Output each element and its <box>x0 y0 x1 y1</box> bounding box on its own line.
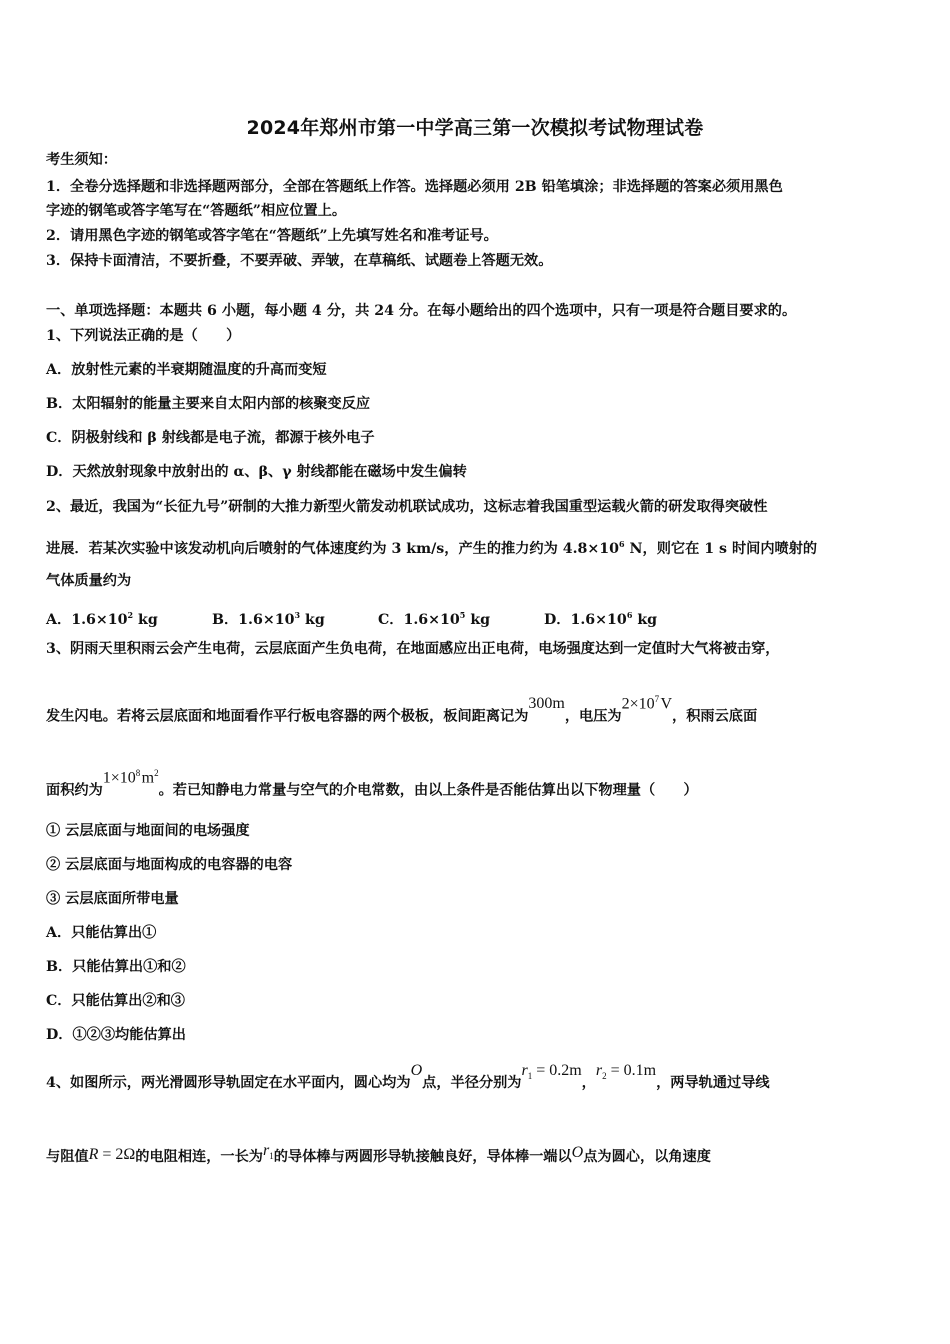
q1-option-b: B．太阳辐射的能量主要来自太阳内部的核聚变反应 <box>46 396 371 412</box>
page-title: 2024年郑州市第一中学高三第一次模拟考试物理试卷 <box>246 117 704 139</box>
notice-item-3: 3．保持卡面清洁，不要折叠，不要弄破、弄皱，在草稿纸、试题卷上答题无效。 <box>46 253 553 269</box>
q2-option-b: B．$1.6\times 10^3$ kg <box>212 610 325 628</box>
q3-stem-line2: 发生闪电。若将云层底面和地面看作平行板电容器的两个极板，板间距离记为300m，电压为$2\times 10^7$ V，积雨云底面 <box>46 701 916 726</box>
q2-stem-line3: 气体质量约为 <box>46 573 132 589</box>
q1-option-a: A．放射性元素的半衰期随温度的升高而变短 <box>46 362 327 378</box>
q3-option-b: B．只能估算出①和② <box>46 959 186 975</box>
q2-option-d: D．$1.6\times 10^6$ kg <box>544 610 658 628</box>
q2-text-a: 进展．若某次实验中该发动机向后喷射的气体速度约为 3 km/s，产生的推力约为 4.8×10 <box>46 541 620 557</box>
q3-distance-value: 300m <box>528 695 565 713</box>
q4-resistance-value: R = 2Ω <box>88 1146 136 1163</box>
q2-stem-line1: 2、最近，我国为“长征九号”研制的大推力新型火箭发动机联试成功，这标志着我国重型运载火箭的研发取得突破性 <box>46 499 768 515</box>
q3-item-1: ① 云层底面与地面间的电场强度 <box>46 823 250 839</box>
q1-option-c: C．阴极射线和 β 射线都是电子流，都源于核外电子 <box>46 430 375 446</box>
q3-stem-line3: 面积约为$1\times 10^8$ $m^2$。若已知静电力常量与空气的介电常数，由以上条件是否能估算出以下物理量（ ） <box>46 775 916 800</box>
q2-text-b: N，则它在 1 s 时间内喷射的 <box>624 541 818 557</box>
q4-stem-line2: 与阻值R = 2Ω的电阻相连，一长为$r_1$的导体棒与两圆形导轨接触良好，导体棒一端以O点为圆心，以角速度 <box>46 1142 711 1165</box>
q2-option-c: C．$1.6\times 10^5$ kg <box>378 610 491 628</box>
q4-r1-value: $r_1 = 0.2m$ <box>521 1062 582 1082</box>
q1-option-d: D．天然放射现象中放射出的 α、β、γ 射线都能在磁场中发生偏转 <box>46 464 467 480</box>
q1-stem: 1、下列说法正确的是（ ） <box>46 328 241 344</box>
section-heading: 一、单项选择题：本题共 6 小题，每小题 4 分，共 24 分。在每小题给出的四个选项中，只有一项是符合题目要求的。 <box>46 303 797 319</box>
q2-options <box>46 605 657 630</box>
q3-stem-line1: 3、阴雨天里积雨云会产生电荷，云层底面产生负电荷，在地面感应出正电荷，电场强度达到一定值时大气将被击穿， <box>46 641 780 657</box>
notice-item-2: 2．请用黑色字迹的钢笔或答字笔在“答题纸”上先填写姓名和准考证号。 <box>46 228 498 244</box>
q2-thrust-exponent: 6 <box>619 539 625 549</box>
q4-center-symbol: O <box>410 1062 423 1079</box>
notice-heading: 考生须知： <box>46 152 117 168</box>
q4-center-symbol-2: O <box>571 1144 584 1161</box>
notice-item-1: 1．全卷分选择题和非选择题两部分，全部在答题纸上作答。选择题必须用 2B 铅笔填涂；非选择题的答案必须用黑色 <box>46 179 783 195</box>
q2-option-a: A．$1.6\times 10^2$ kg <box>46 610 158 628</box>
q4-rod-length: $r_1$ <box>262 1142 274 1162</box>
q3-voltage-value: $2\times 10^7$ V <box>621 694 673 713</box>
q3-option-d: D．①②③均能估算出 <box>46 1027 186 1043</box>
q3-item-3: ③ 云层底面所带电量 <box>46 891 179 907</box>
q3-option-c: C．只能估算出②和③ <box>46 993 185 1009</box>
q4-r2-value: $r_2 = 0.1m$ <box>595 1062 657 1082</box>
notice-item-1-cont: 字迹的钢笔或答字笔写在“答题纸”相应位置上。 <box>46 203 347 219</box>
q2-stem-line2 <box>46 534 916 559</box>
q4-stem-line1: 4、如图所示，两光滑圆形导轨固定在水平面内，圆心均为O点，半径分别为$r_1 = 0.2m$，$r_2 = 0.1m$，两导轨通过导线 <box>46 1062 770 1091</box>
q3-option-a: A．只能估算出① <box>46 925 157 941</box>
q3-area-value: $1\times 10^8$ $m^2$ <box>102 768 159 787</box>
q3-item-2: ② 云层底面与地面构成的电容器的电容 <box>46 857 293 873</box>
